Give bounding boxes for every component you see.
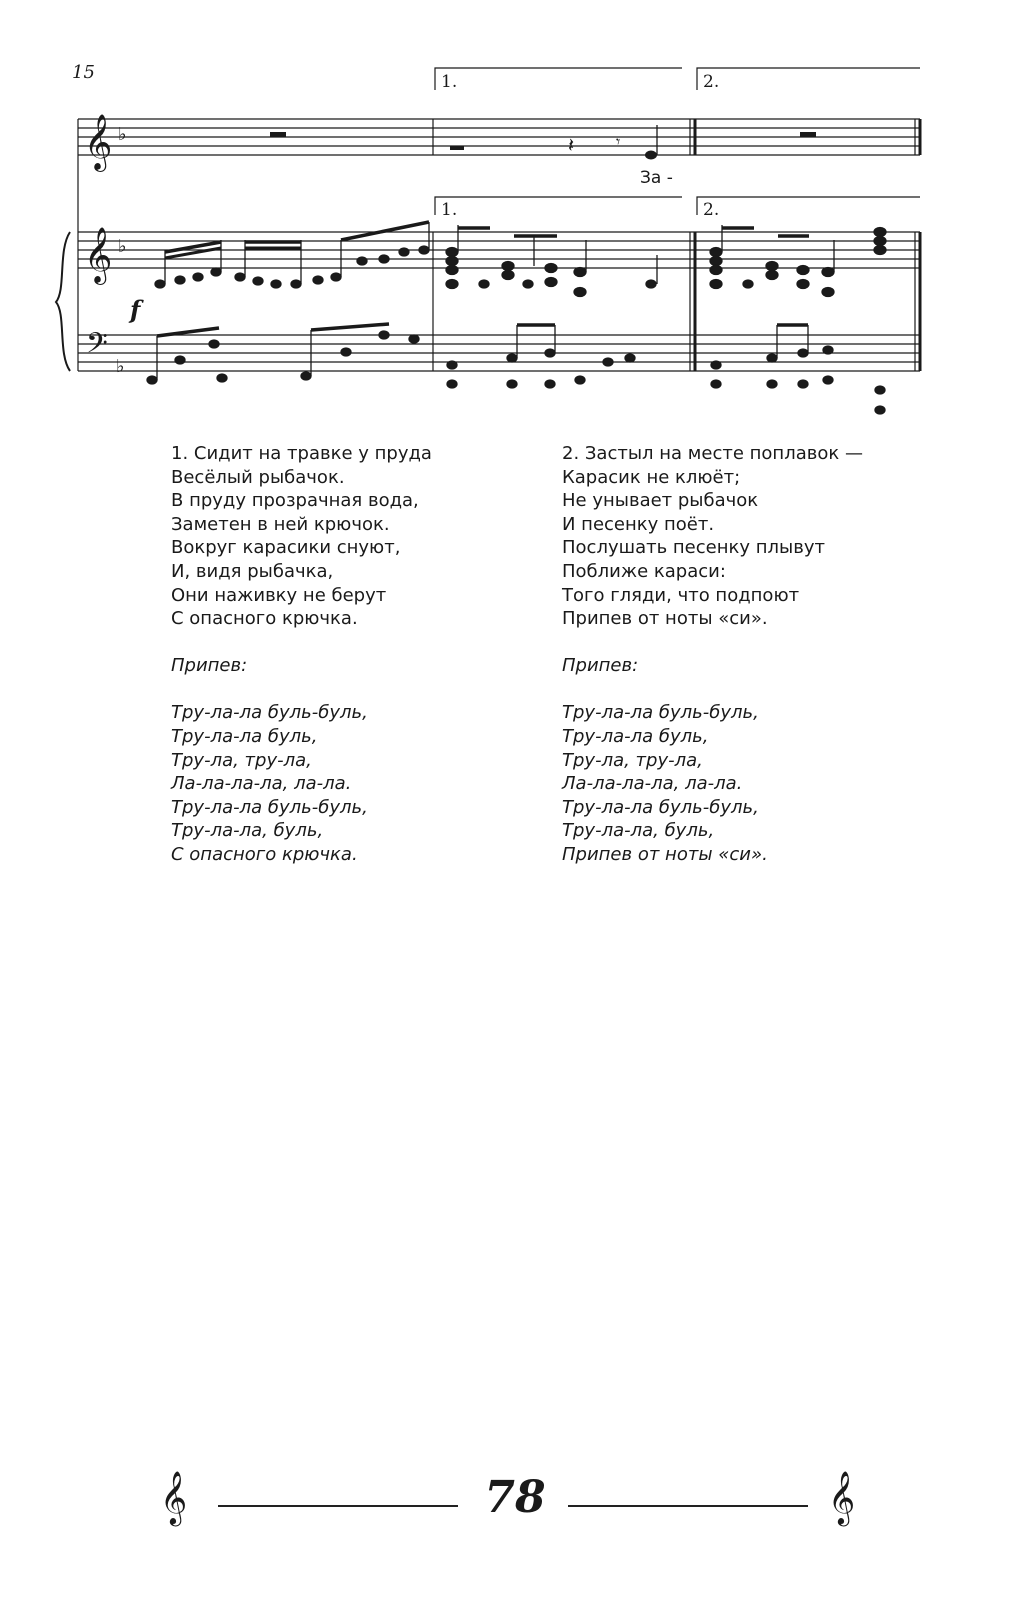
verse-line: 2. Застыл на месте поплавок — xyxy=(562,443,863,464)
verse-line: Вокруг карасики снуют, xyxy=(171,537,401,559)
page-number: 78 xyxy=(484,1472,546,1523)
chorus-label: Припев: xyxy=(171,654,248,676)
volta-2-label: 2. xyxy=(703,72,720,92)
chorus-line: Тру-ла-ла буль-буль, xyxy=(171,796,368,818)
dynamic-forte: f xyxy=(130,295,141,324)
footer-rule xyxy=(218,1505,458,1507)
music-score xyxy=(0,0,1019,440)
treble-clef-icon: 𝄞 xyxy=(828,1470,856,1524)
volta-1-label-piano: 1. xyxy=(441,200,458,220)
chorus-line: Тру-ла-ла буль-буль, xyxy=(562,796,759,818)
verse-line: Заметен в ней крючок. xyxy=(171,513,390,535)
chorus-line: Тру-ла-ла, буль, xyxy=(562,820,715,842)
chorus-line: С опасного крючка. xyxy=(171,843,358,865)
eighth-rest: 𝄾 xyxy=(616,132,621,151)
chorus-line: Ла-ла-ла-ла, ла-ла. xyxy=(171,773,352,795)
chorus-line: Тру-ла, тру-ла, xyxy=(562,749,703,771)
flat-icon: ♭ xyxy=(116,356,125,377)
verse-2 xyxy=(562,442,863,867)
whole-rest xyxy=(800,132,816,137)
verse-line: И, видя рыбачка, xyxy=(171,560,334,582)
flat-icon: ♭ xyxy=(118,236,127,257)
verse-1 xyxy=(171,442,432,867)
piano-bass-staff xyxy=(78,335,920,371)
volta-1-label: 1. xyxy=(441,72,458,92)
verse-line: Припев от ноты «си». xyxy=(562,608,768,630)
note-head xyxy=(645,151,657,160)
chorus-line: Ла-ла-ла-ла, ла-ла. xyxy=(562,773,743,795)
verse-line: Карасик не клюёт; xyxy=(562,466,741,488)
half-rest xyxy=(450,146,464,150)
verse-line: Весёлый рыбачок. xyxy=(171,466,345,488)
chorus-line: Тру-ла-ла буль, xyxy=(562,725,709,747)
chorus-line: Тру-ла-ла, буль, xyxy=(171,820,324,842)
whole-rest xyxy=(270,132,286,137)
bass-clef-icon: 𝄢 xyxy=(86,327,108,367)
verse-line: Поближе караси: xyxy=(562,560,726,582)
chorus xyxy=(562,701,863,866)
measure-number: 15 xyxy=(72,62,95,83)
verse-line: 1. Сидит на травке у пруда xyxy=(171,443,432,464)
lyric-syllable: За - xyxy=(640,168,673,188)
chorus-label: Припев: xyxy=(562,654,639,676)
footer-rule xyxy=(568,1505,808,1507)
chorus-line: Тру-ла-ла буль-буль, xyxy=(171,702,368,724)
verse-line: Того гляди, что подпоют xyxy=(562,584,800,606)
chorus-line: Тру-ла-ла буль-буль, xyxy=(562,702,759,724)
treble-clef-icon: 𝄞 xyxy=(84,114,113,170)
treble-clef-icon: 𝄞 xyxy=(160,1470,188,1524)
verse-line: Послушать песенку плывут xyxy=(562,537,825,559)
page-footer xyxy=(0,1460,1019,1540)
chorus-line: Тру-ла, тру-ла, xyxy=(171,749,312,771)
quarter-rest: 𝄽 xyxy=(568,133,575,157)
verse-line: И песенку поёт. xyxy=(562,513,715,535)
verse-line: Не унывает рыбачок xyxy=(562,490,759,512)
chorus xyxy=(171,701,432,866)
chorus-line: Припев от ноты «си». xyxy=(562,843,768,865)
verse-line: Они наживку не берут xyxy=(171,584,387,606)
chorus-line: Тру-ла-ла буль, xyxy=(171,725,318,747)
treble-clef-icon: 𝄞 xyxy=(84,227,113,283)
volta-2-label-piano: 2. xyxy=(703,200,720,220)
voice-staff xyxy=(78,119,920,155)
verse-line: С опасного крючка. xyxy=(171,608,358,630)
verse-line: В пруду прозрачная вода, xyxy=(171,490,419,512)
flat-icon: ♭ xyxy=(118,124,127,145)
